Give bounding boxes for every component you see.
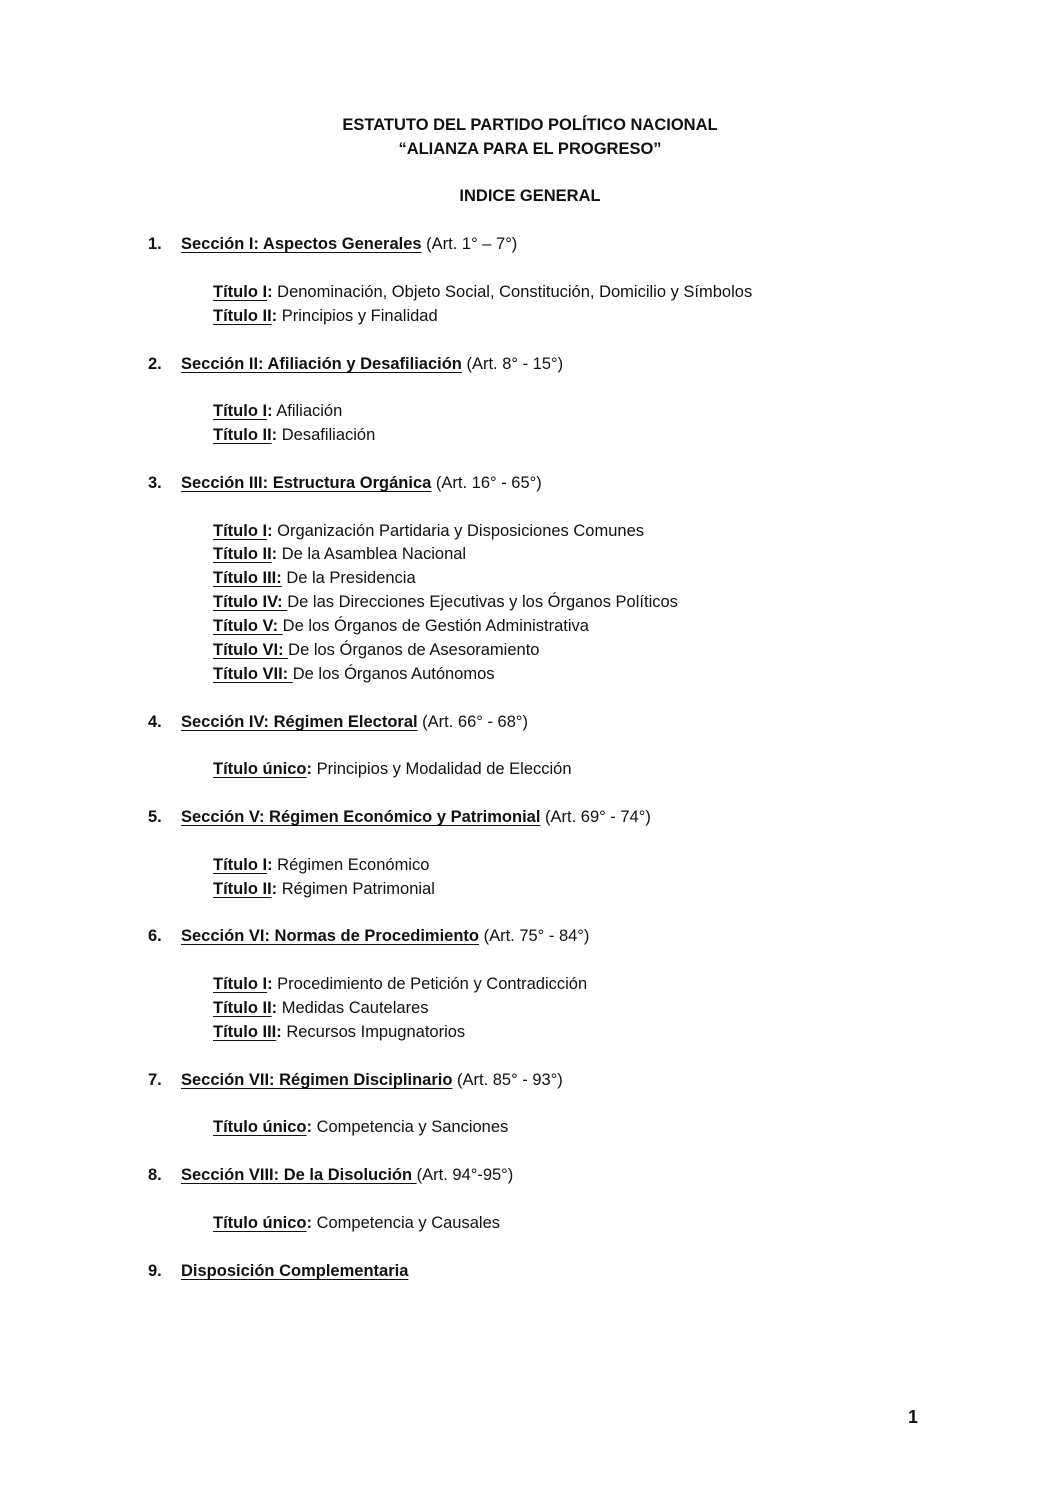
title-entry [213, 423, 375, 447]
section-name: Sección VI: Normas de Procedimiento [181, 927, 479, 945]
section-number: 7. [148, 1071, 162, 1089]
section-entry [148, 352, 563, 376]
title-entry [213, 662, 495, 686]
title-entry [213, 519, 644, 543]
title-separator: : [267, 402, 273, 420]
section-entry [148, 471, 542, 495]
title-text: Régimen Económico [272, 856, 430, 874]
section-entry [148, 1259, 408, 1283]
section-entry [148, 1068, 563, 1092]
title-text: Recursos Impugnatorios [281, 1023, 466, 1041]
title-separator: : [271, 999, 278, 1017]
title-entry [213, 877, 435, 901]
title-entry [213, 280, 752, 304]
section-number: 8. [148, 1166, 162, 1184]
title-label: Título II [213, 880, 272, 898]
title-label: Título único [213, 1118, 307, 1136]
title-separator: : [271, 880, 278, 898]
title-label: Título II [213, 999, 272, 1017]
section-articles: (Art. 16° - 65°) [431, 474, 542, 492]
title-entry [213, 542, 466, 566]
title-label: Título II [213, 307, 272, 325]
title-text: De la Asamblea Nacional [277, 545, 467, 563]
section-number: 2. [148, 355, 162, 373]
section-number: 6. [148, 927, 162, 945]
page-number: 1 [908, 1407, 919, 1427]
title-separator: : [271, 545, 278, 563]
title-text: Competencia y Sanciones [311, 1118, 509, 1136]
section-name: Sección IV: Régimen Electoral [181, 713, 418, 731]
title-separator: : [267, 522, 273, 540]
title-entry [213, 590, 678, 614]
section-entry [148, 710, 528, 734]
section-articles: (Art. 1° – 7°) [421, 235, 518, 253]
section-name: Sección V: Régimen Económico y Patrimonial [181, 808, 541, 826]
title-text: Medidas Cautelares [277, 999, 429, 1017]
title-separator: : [306, 1214, 312, 1232]
section-name: Disposición Complementaria [181, 1262, 409, 1280]
title-text: Régimen Patrimonial [277, 880, 435, 898]
title-label: Título único [213, 1214, 307, 1232]
title-separator: : [267, 283, 273, 301]
section-articles: (Art. 75° - 84°) [479, 927, 590, 945]
title-entry [213, 853, 429, 877]
section-number: 5. [148, 808, 162, 826]
index-heading: INDICE GENERAL [459, 187, 601, 205]
title-separator: : [271, 426, 278, 444]
title-text: Desafiliación [277, 426, 376, 444]
section-articles: (Art. 8° - 15°) [461, 355, 564, 373]
section-articles: (Art. 94°-95°) [416, 1166, 514, 1184]
title-label: Título I [213, 283, 268, 301]
title-entry [213, 1211, 500, 1235]
section-articles: (Art. 69° - 74°) [540, 808, 651, 826]
title-separator: : [267, 856, 273, 874]
section-entry [148, 1163, 513, 1187]
title-text: De los Órganos de Asesoramiento [288, 641, 540, 659]
title-text: Denominación, Objeto Social, Constitución, Domicilio y Símbolos [272, 283, 753, 301]
title-entry [213, 399, 342, 423]
title-entry [213, 1020, 465, 1044]
section-entry [148, 805, 651, 829]
title-label: Título VII: [213, 665, 293, 683]
title-label: Título III [213, 1023, 277, 1041]
title-text: Competencia y Causales [311, 1214, 500, 1232]
title-text: Organización Partidaria y Disposiciones Comunes [272, 522, 644, 540]
section-number: 9. [148, 1262, 162, 1280]
section-name: Sección VII: Régimen Disciplinario [181, 1071, 453, 1089]
title-label: Título I [213, 975, 268, 993]
title-text: De los Órganos de Gestión Administrativa [282, 617, 589, 635]
title-text: De los Órganos Autónomos [292, 665, 495, 683]
title-text: Procedimiento de Petición y Contradicción [272, 975, 588, 993]
section-number: 4. [148, 713, 162, 731]
section-name: Sección III: Estructura Orgánica [181, 474, 432, 492]
title-entry [213, 304, 438, 328]
title-separator: : [306, 1118, 312, 1136]
title-label: Título IV: [213, 593, 288, 611]
title-text: De las Direcciones Ejecutivas y los Órganos Políticos [287, 593, 678, 611]
section-name: Sección I: Aspectos Generales [181, 235, 422, 253]
title-label: Título I [213, 522, 268, 540]
title-label: Título V: [213, 617, 283, 635]
title-separator: : [276, 1023, 282, 1041]
title-entry [213, 996, 428, 1020]
title-separator: : [271, 307, 278, 325]
title-text: De la Presidencia [281, 569, 416, 587]
title-label: Título VI: [213, 641, 289, 659]
title-label: Título II [213, 426, 272, 444]
title-text: Afiliación [272, 402, 343, 420]
title-entry [213, 566, 416, 590]
section-entry [148, 924, 589, 948]
title-entry [213, 638, 539, 662]
title-label: Título I [213, 856, 268, 874]
title-entry [213, 757, 572, 781]
section-name: Sección VIII: De la Disolución [181, 1166, 417, 1184]
section-articles: (Art. 85° - 93°) [452, 1071, 563, 1089]
title-label: Título II [213, 545, 272, 563]
title-text: Principios y Modalidad de Elección [311, 760, 572, 778]
title-text: Principios y Finalidad [277, 307, 438, 325]
section-name: Sección II: Afiliación y Desafiliación [181, 355, 462, 373]
document-title-line2: “ALIANZA PARA EL PROGRESO” [398, 140, 662, 158]
section-number: 3. [148, 474, 162, 492]
section-number: 1. [148, 235, 162, 253]
title-label: Título III: [213, 569, 282, 587]
title-label: Título único [213, 760, 307, 778]
document-title-line1: ESTATUTO DEL PARTIDO POLÍTICO NACIONAL [342, 116, 718, 134]
title-entry [213, 1115, 508, 1139]
section-articles: (Art. 66° - 68°) [417, 713, 528, 731]
title-label: Título I [213, 402, 268, 420]
title-separator: : [267, 975, 273, 993]
title-separator: : [306, 760, 312, 778]
section-entry [148, 232, 517, 256]
title-entry [213, 972, 587, 996]
title-entry [213, 614, 589, 638]
